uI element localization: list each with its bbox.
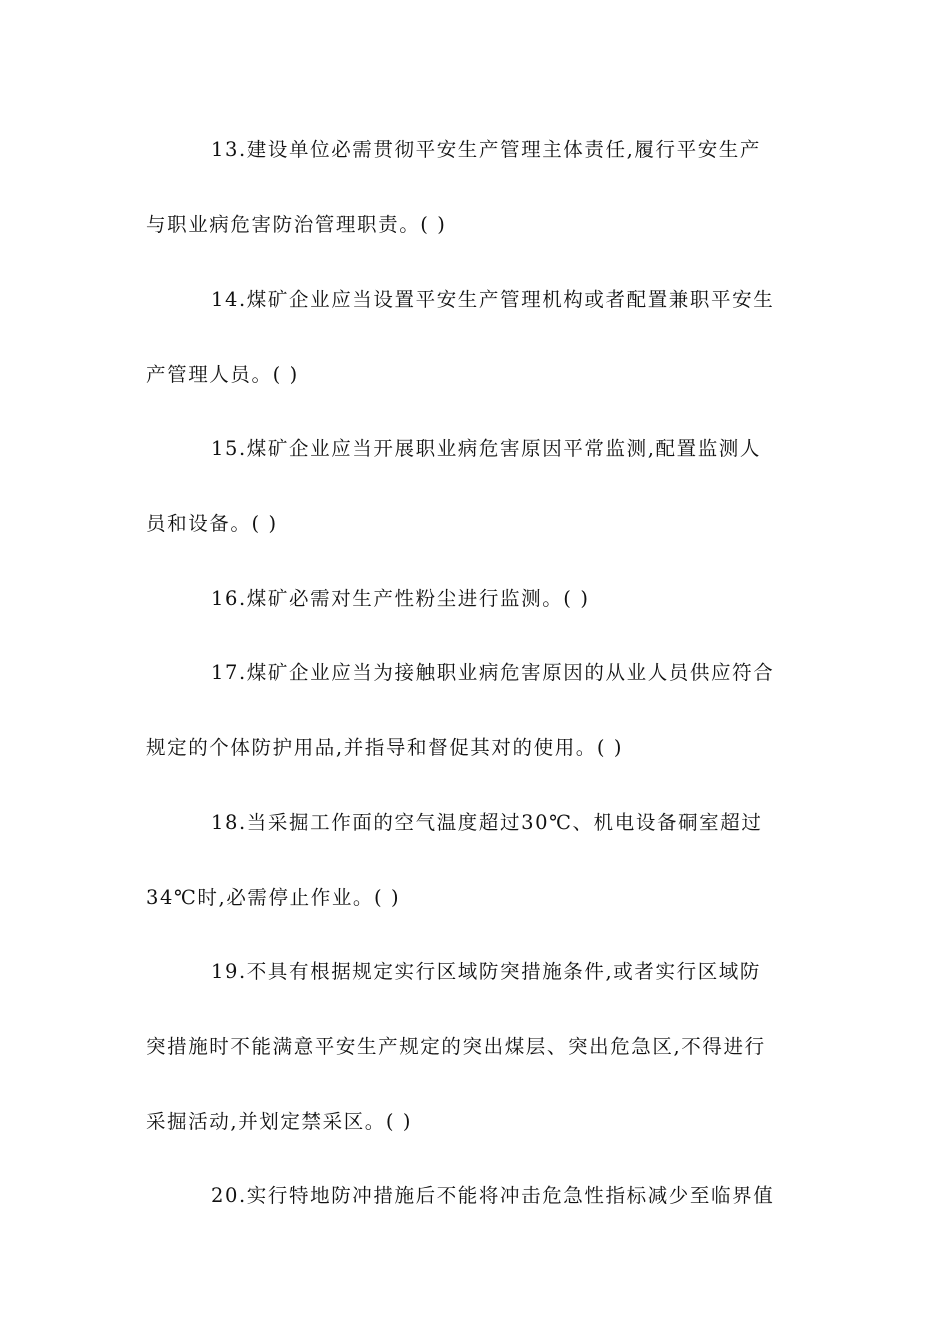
question-14-line-2: 产管理人员。( ) — [146, 363, 299, 386]
question-19-line-3: 采掘活动,并划定禁采区。( ) — [146, 1110, 413, 1133]
question-14-line-1: 14.煤矿企业应当设置平安生产管理机构或者配置兼职平安生 — [211, 288, 775, 311]
question-17-line-1: 17.煤矿企业应当为接触职业病危害原因的从业人员供应符合 — [211, 661, 775, 684]
question-18-line-2: 34℃时,必需停止作业。( ) — [146, 886, 401, 909]
question-13-line-1: 13.建设单位必需贯彻平安生产管理主体责任,履行平安生产 — [211, 138, 762, 161]
question-20-line-1: 20.实行特地防冲措施后不能将冲击危急性指标减少至临界值 — [211, 1184, 775, 1207]
question-19-line-1: 19.不具有根据规定实行区域防突措施条件,或者实行区域防 — [211, 960, 762, 983]
question-17-line-2: 规定的个体防护用品,并指导和督促其对的使用。( ) — [146, 736, 624, 759]
question-19-line-2: 突措施时不能满意平安生产规定的突出煤层、突出危急区,不得进行 — [146, 1035, 766, 1058]
question-16-line-1: 16.煤矿必需对生产性粉尘进行监测。( ) — [211, 587, 590, 610]
question-18-line-1: 18.当采掘工作面的空气温度超过30℃、机电设备硐室超过 — [211, 811, 763, 834]
question-13-line-2: 与职业病危害防治管理职责。( ) — [146, 213, 447, 236]
question-15-line-2: 员和设备。( ) — [146, 512, 278, 535]
question-15-line-1: 15.煤矿企业应当开展职业病危害原因平常监测,配置监测人 — [211, 437, 762, 460]
